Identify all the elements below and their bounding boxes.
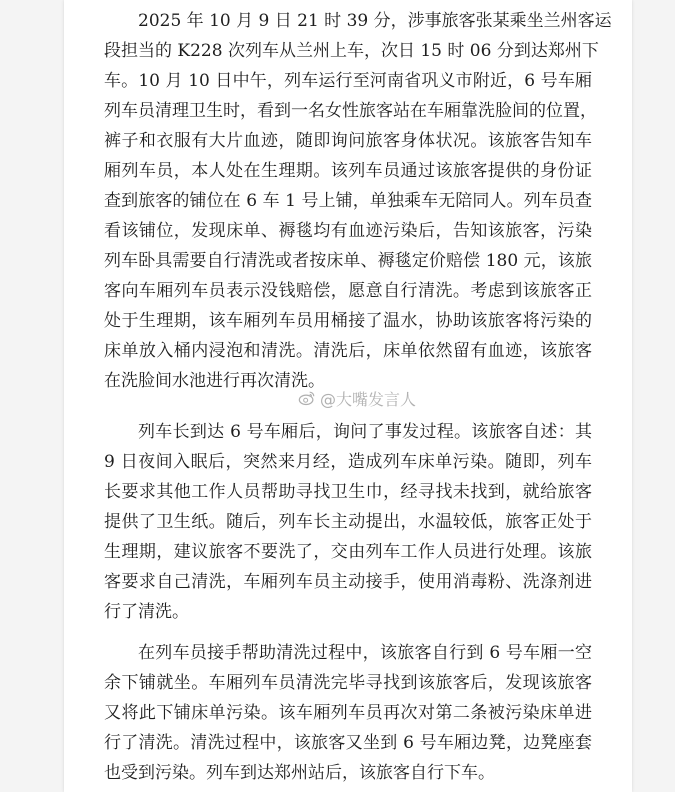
paragraph-line: 厢列车员，本人处在生理期。该列车员通过该旅客提供的身份证: [104, 161, 592, 181]
watermark-text: @大嘴发言人: [320, 389, 417, 409]
weibo-icon: [298, 389, 316, 407]
paragraph-line: 客向车厢列车员表示没钱赔偿，愿意自行清洗。考虑到该旅客正: [104, 281, 592, 301]
paragraph-line: 余下铺就坐。车厢列车员清洗完毕寻找到该旅客后，发现该旅客: [104, 673, 592, 693]
paragraph-line: 列车长到达 6 号车厢后，询问了事发过程。该旅客自述：其: [138, 422, 592, 442]
paragraph-line: 列车员清理卫生时，看到一名女性旅客站在车厢靠洗脸间的位置，: [104, 101, 597, 121]
paragraph-line: 看该铺位，发现床单、褥毯均有血迹污染后，告知该旅客，污染: [104, 221, 592, 241]
paragraph-line: 也受到污染。列车到达郑州站后，该旅客自行下车。: [104, 763, 495, 783]
paragraph-line: 床单放入桶内浸泡和清洗。清洗后，床单依然留有血迹，该旅客: [104, 341, 592, 361]
paragraph-line: 生理期，建议旅客不要洗了，交由列车工作人员进行处理。该旅: [104, 542, 592, 562]
paragraph-line: 在列车员接手帮助清洗过程中，该旅客自行到 6 号车厢一空: [138, 643, 592, 663]
paragraph-line: 长要求其他工作人员帮助寻找卫生巾，经寻找未找到，就给旅客: [104, 482, 592, 502]
paragraph-line: 9 日夜间入眠后，突然来月经，造成列车床单污染。随即，列车: [104, 452, 592, 472]
paragraph-line: 处于生理期，该车厢列车员用桶接了温水，协助该旅客将污染的: [104, 311, 592, 331]
paragraph-line: 车。10 月 10 日中午，列车运行至河南省巩义市附近，6 号车厢: [104, 71, 592, 91]
paragraph-line: 列车卧具需要自行清洗或者按床单、褥毯定价赔偿 180 元，该旅: [104, 251, 592, 271]
watermark: [298, 385, 416, 411]
paragraph-line: 查到旅客的铺位在 6 车 1 号上铺，单独乘车无陪同人。列车员查: [104, 191, 592, 211]
paragraph-line: 段担当的 K228 次列车从兰州上车，次日 15 时 06 分到达郑州下: [104, 41, 599, 61]
paragraph-line: 行了清洗。: [104, 602, 189, 622]
paragraph-line: 提供了卫生纸。随后，列车长主动提出，水温较低，旅客正处于: [104, 512, 592, 532]
paragraph-line: 裤子和衣服有大片血迹，随即询问旅客身体状况。该旅客告知车: [104, 131, 592, 151]
paragraph-line: 2025 年 10 月 9 日 21 时 39 分，涉事旅客张某乘坐兰州客运: [138, 11, 612, 31]
paragraph-line: 又将此下铺床单污染。该车厢列车员再次对第二条被污染床单进: [104, 703, 592, 723]
paragraph-line: 客要求自己清洗，车厢列车员主动接手，使用消毒粉、洗涤剂进: [104, 572, 592, 592]
paragraph-line: 行了清洗。清洗过程中，该旅客又坐到 6 号车厢边凳，边凳座套: [104, 733, 592, 753]
paragraph-line: 在洗脸间水池进行再次清洗。: [104, 371, 325, 391]
